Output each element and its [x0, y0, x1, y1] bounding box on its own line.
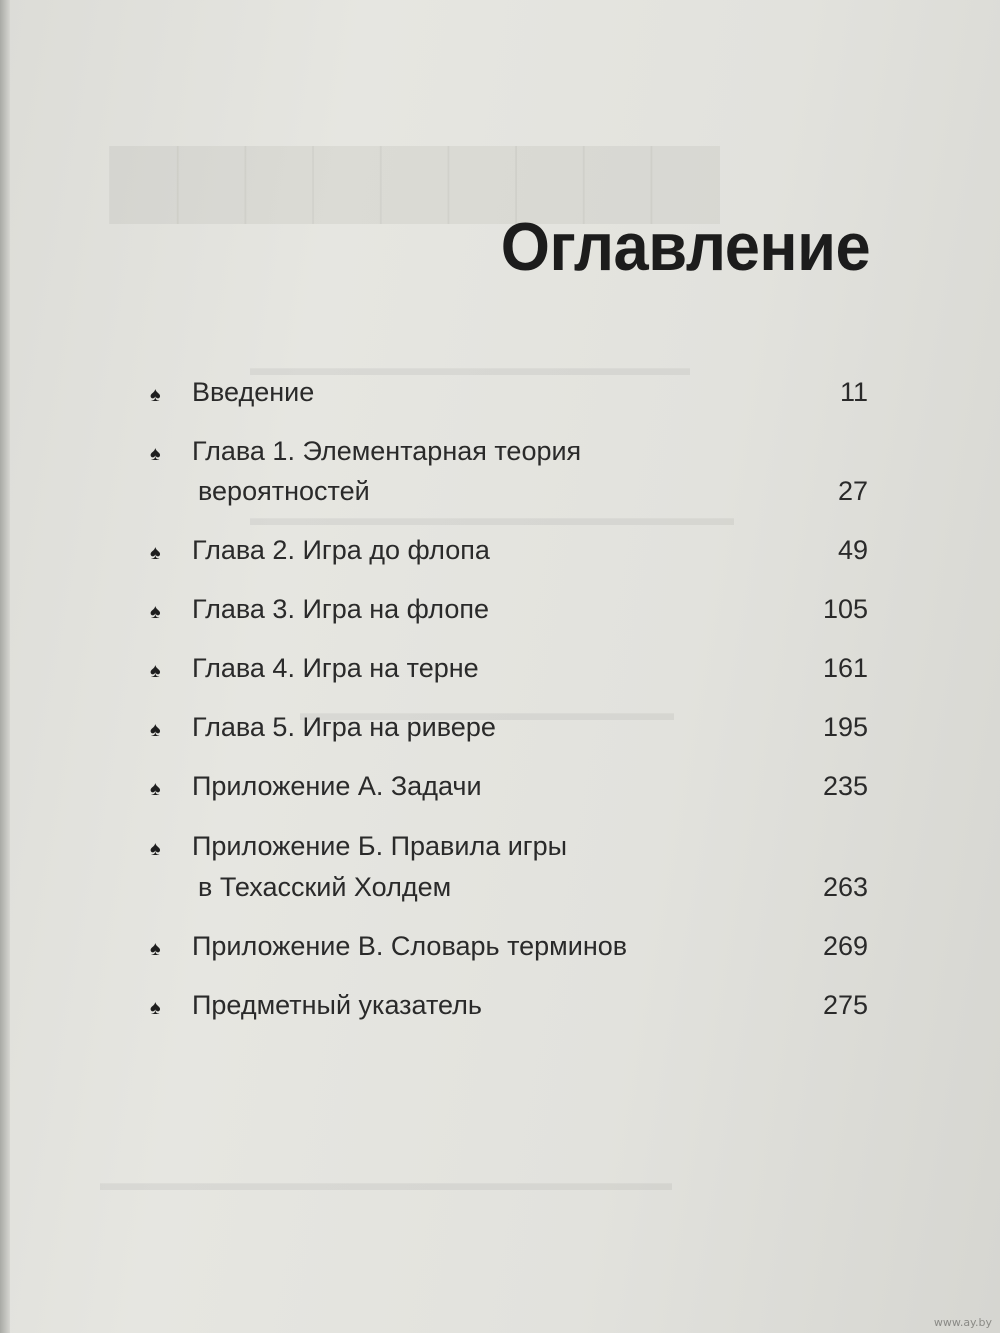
toc-entry-title: Глава 5. Игра на ривере	[192, 712, 496, 742]
show-through-decoration: ▆▆▆▆▆▆▆▆▆	[110, 122, 720, 221]
spade-icon: ♠	[150, 719, 161, 741]
show-through-decoration: ▬▬▬▬▬▬▬▬▬▬▬▬▬▬▬▬▬▬▬▬▬▬▬▬▬▬	[100, 1170, 672, 1195]
toc-entry-title: Глава 2. Игра до флопа	[192, 535, 490, 565]
show-through-decoration: ▬▬▬▬▬▬▬▬▬▬▬▬▬▬▬▬▬▬▬▬▬▬	[250, 505, 734, 530]
toc-page-number: 235	[822, 771, 868, 801]
spade-icon: ♠	[150, 542, 161, 564]
toc-page-number: 49	[837, 535, 868, 565]
spade-icon: ♠	[150, 601, 161, 623]
toc-page-number: 269	[822, 931, 868, 961]
toc-entry-title: Глава 1. Элементарная теория	[192, 436, 582, 466]
toc-entry-title: Глава 4. Игра на терне	[192, 653, 479, 683]
toc-page-number: 263	[822, 872, 868, 902]
toc-entry-title-continued: вероятностей	[198, 476, 370, 506]
page-title: Оглавление	[500, 209, 870, 285]
toc-entry-title: Приложение А. Задачи	[192, 771, 482, 801]
spade-icon: ♠	[150, 443, 161, 465]
spade-icon: ♠	[150, 997, 161, 1019]
show-through-decoration: ▬▬▬▬▬▬▬▬▬▬▬▬▬▬▬▬▬▬▬▬	[250, 355, 690, 380]
page-gutter-shadow	[0, 0, 10, 1333]
spade-icon: ♠	[150, 838, 161, 860]
site-watermark: www.ay.by	[933, 1316, 992, 1329]
toc-page-number: 161	[822, 653, 868, 683]
spade-icon: ♠	[150, 660, 161, 682]
show-through-decoration: ▬▬▬▬▬▬▬▬▬▬▬▬▬▬▬▬▬	[300, 700, 674, 725]
spade-icon: ♠	[150, 778, 161, 800]
toc-page-number: 27	[837, 476, 868, 506]
spade-icon: ♠	[150, 384, 161, 406]
toc-page-number: 11	[839, 377, 868, 407]
spade-icon: ♠	[150, 938, 161, 960]
toc-page-number: 195	[822, 712, 868, 742]
toc-entry-title: Глава 3. Игра на флопе	[192, 594, 489, 624]
toc-entry-title-continued: в Техасский Холдем	[198, 872, 452, 902]
toc-entry-title: Приложение Б. Правила игры	[192, 831, 568, 861]
toc-page-number: 105	[822, 594, 868, 624]
toc-page-number: 275	[822, 990, 868, 1020]
toc-entry-title: Предметный указатель	[192, 990, 482, 1020]
toc-entry-title: Приложение В. Словарь терминов	[192, 931, 628, 961]
toc-entry-title: Введение	[192, 377, 315, 407]
